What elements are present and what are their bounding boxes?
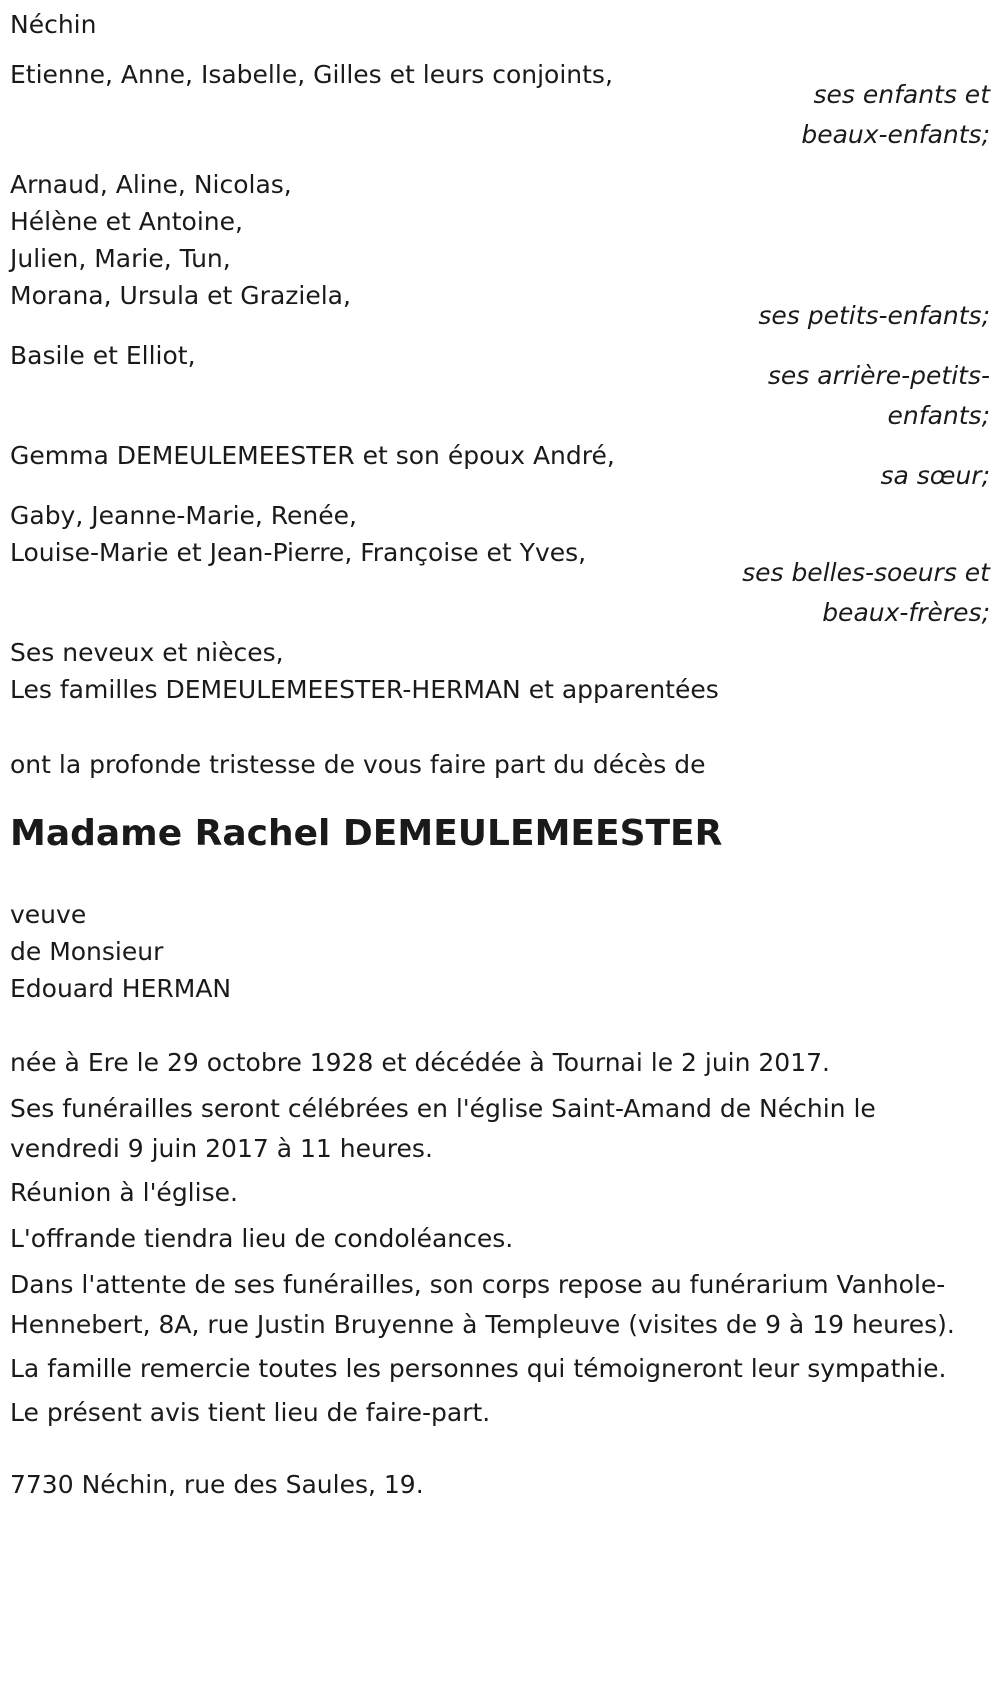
great-grandchildren-relation-line2: enfants;: [887, 401, 990, 430]
meeting-text: Réunion à l'église.: [10, 1178, 238, 1207]
in-laws-relation-line2: beaux-frères;: [822, 598, 990, 627]
funeral-text: Ses funérailles seront célébrées en l'église Saint-Amand de Néchin le vendredi 9 juin 2017 à 11 heures.: [10, 1094, 876, 1163]
widow-line: Edouard HERMAN: [10, 974, 232, 1003]
grandchildren-line: Arnaud, Aline, Nicolas,: [10, 170, 292, 199]
great-grandchildren-relation-line1: ses arrière-petits-: [767, 361, 990, 390]
details-section: [10, 1043, 990, 1433]
widow-section: [10, 895, 990, 1009]
great-grandchildren-names: Basile et Elliot,: [10, 341, 196, 370]
funerarium-text: Dans l'attente de ses funérailles, son corps repose au funérarium Vanhole-Hennebert, 8A, rue Justin Bruyenne à Templeuve (visites de 9 à 19 heures).: [10, 1270, 955, 1339]
grandchildren-line: Morana, Ursula et Graziela,: [10, 281, 351, 310]
widow-line: de Monsieur: [10, 937, 164, 966]
in-laws-section: [10, 496, 990, 633]
sister-names: Gemma DEMEULEMEESTER et son époux André,: [10, 441, 615, 470]
grandchildren-line: Julien, Marie, Tun,: [10, 244, 231, 273]
in-laws-line: Gaby, Jeanne-Marie, Renée,: [10, 501, 357, 530]
children-relation-line2: beaux-enfants;: [801, 120, 990, 149]
grandchildren-line: Hélène et Antoine,: [10, 207, 243, 236]
others-section: [10, 633, 990, 710]
widow-line: veuve: [10, 900, 87, 929]
birth-death-text: née à Ere le 29 octobre 1928 et décédée à Tournai le 2 juin 2017.: [10, 1048, 830, 1077]
great-grandchildren-section: [10, 336, 990, 436]
place-heading: Néchin: [10, 10, 97, 39]
in-laws-line: Louise-Marie et Jean-Pierre, Françoise et Yves,: [10, 538, 587, 567]
grandchildren-relation: ses petits-enfants;: [758, 301, 990, 330]
sister-relation: sa sœur;: [880, 461, 990, 490]
address-text: 7730 Néchin, rue des Saules, 19.: [10, 1470, 424, 1499]
thanks-text: La famille remercie toutes les personnes qui témoigneront leur sympathie.: [10, 1354, 947, 1383]
sister-section: [10, 436, 990, 496]
others-line: Ses neveux et nièces,: [10, 638, 284, 667]
in-laws-relation-line1: ses belles-soeurs et: [742, 558, 990, 587]
others-line: Les familles DEMEULEMEESTER-HERMAN et apparentées: [10, 675, 719, 704]
deceased-name: Madame Rachel DEMEULEMEESTER: [10, 813, 723, 854]
death-notice: [10, 5, 990, 1505]
announcement-text: ont la profonde tristesse de vous faire part du décès de: [10, 750, 706, 779]
grandchildren-section: [10, 165, 990, 336]
notice-text: Le présent avis tient lieu de faire-part.: [10, 1398, 491, 1427]
children-section: [10, 55, 990, 155]
children-relation-line1: ses enfants et: [813, 80, 990, 109]
children-names: Etienne, Anne, Isabelle, Gilles et leurs conjoints,: [10, 60, 613, 89]
offering-text: L'offrande tiendra lieu de condoléances.: [10, 1224, 514, 1253]
